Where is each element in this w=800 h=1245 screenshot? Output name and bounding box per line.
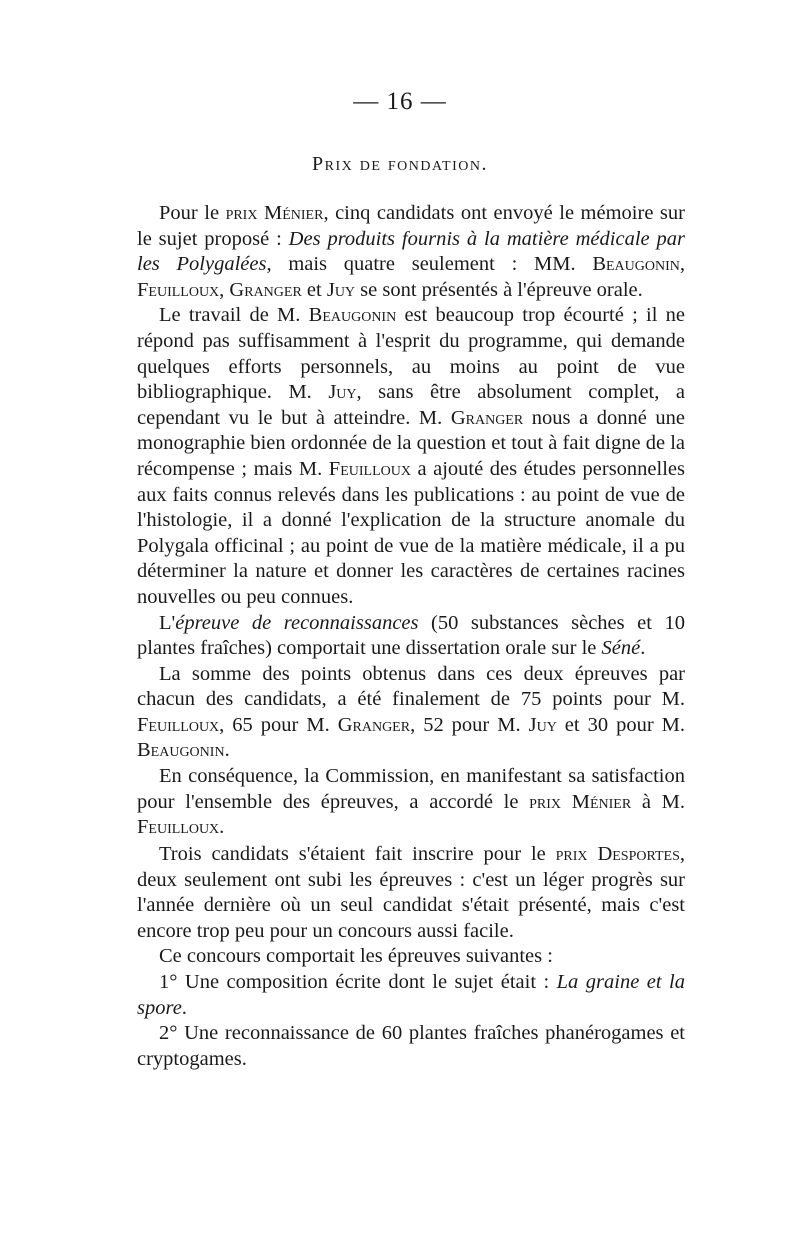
- essay-subject: Des produits fournis à la matière médicale par les Polygalées: [137, 227, 685, 276]
- candidate-juy: Juy: [326, 278, 356, 301]
- dissertation-subject: Séné: [601, 637, 641, 660]
- composition-subject: La graine et la spore: [137, 970, 685, 1019]
- paragraph-1: Pour le prix Ménier, cinq candidats ont envoyé le mémoire sur le sujet proposé : Des produits fournis à la matière médicale par les Polygalées, mais quatre seulement : MM. Beaugonin, Feuilloux, Granger et Juy se sont présentés à l'épreuve orale.: [137, 202, 685, 301]
- candidate-granger: Granger: [229, 278, 302, 301]
- paragraph-4: La somme des points obtenus dans ces deux épreuves par chacun des candidats, a été finalement de 75 points pour M. Feuilloux, 65 pour M. Granger, 52 pour M. Juy et 30 pour M. Beaugonin.: [137, 662, 685, 762]
- paragraph-3: L'épreuve de reconnaissances (50 substances sèches et 10 plantes fraîches) comportait une dissertation orale sur le Séné.: [137, 611, 685, 660]
- candidate-juy: Juy: [528, 713, 557, 736]
- candidate-beaugonin: Beaugonin: [592, 253, 680, 276]
- prize-word: prix: [225, 202, 258, 224]
- paragraph-8: 1° Une composition écrite dont le sujet était : La graine et la spore.: [137, 970, 685, 1019]
- candidate-feuilloux: Feuilloux: [137, 816, 220, 839]
- prize-name-menier: Ménier: [571, 790, 632, 813]
- candidate-granger: Granger: [450, 406, 524, 429]
- candidate-juy: Juy: [328, 381, 357, 404]
- prize-word: prix: [529, 790, 562, 813]
- page-number: — 16 —: [353, 88, 447, 115]
- candidate-feuilloux: Feuilloux: [137, 278, 220, 301]
- text-block-prix-menier: [137, 201, 685, 841]
- prize-name-desportes: Desportes: [597, 843, 680, 865]
- exam-name: épreuve de reconnaissances: [175, 611, 419, 634]
- candidate-granger: Granger: [337, 713, 411, 736]
- prize-word: prix: [555, 843, 588, 865]
- paragraph-9: 2° Une reconnaissance de 60 plantes fraîches phanérogames et cryptogames.: [137, 1022, 685, 1070]
- paragraph-7: Ce concours comportait les épreuves suivantes :: [159, 945, 553, 968]
- candidate-beaugonin: Beaugonin: [308, 304, 397, 327]
- prize-name-menier: Ménier: [263, 202, 324, 224]
- section-title: Prix de fondation.: [311, 153, 488, 175]
- paragraph-2: Le travail de M. Beaugonin est beaucoup trop écourté ; il ne répond pas suffisamment à l'esprit du programme, qui demande quelques efforts personnels, au moins au point de vue bibliographique. M. Juy, sans être absolument complet, a cependant vu le but à atteindre. M. Granger nous a donné une monographie bien ordonnée de la question et tout à fait digne de la récompense ; mais M. Feuilloux a ajouté des études personnelles aux faits connus relevés dans les publications : au point de vue de l'histologie, il a donné l'explication de la structure anomale du Polygala officinal ; au point de vue de la matière médicale, il a pu déterminer la nature et donner les caractères de certaines racines nouvelles ou peu connues.: [137, 304, 685, 608]
- candidate-feuilloux: Feuilloux: [328, 457, 411, 480]
- candidate-beaugonin: Beaugonin: [137, 739, 225, 762]
- text-block-prix-desportes: [137, 842, 685, 1072]
- candidate-feuilloux: Feuilloux: [137, 713, 220, 736]
- paragraph-6: Trois candidats s'étaient fait inscrire pour le prix Desportes, deux seulement ont subi les épreuves : c'est un léger progrès sur l'année dernière où un seul candidat s'était présenté, mais c'est encore trop peu pour un concours aussi facile.: [137, 843, 685, 942]
- paragraph-5: En conséquence, la Commission, en manifestant sa satisfaction pour l'ensemble des épreuves, a accordé le prix Ménier à M. Feuilloux.: [137, 765, 685, 839]
